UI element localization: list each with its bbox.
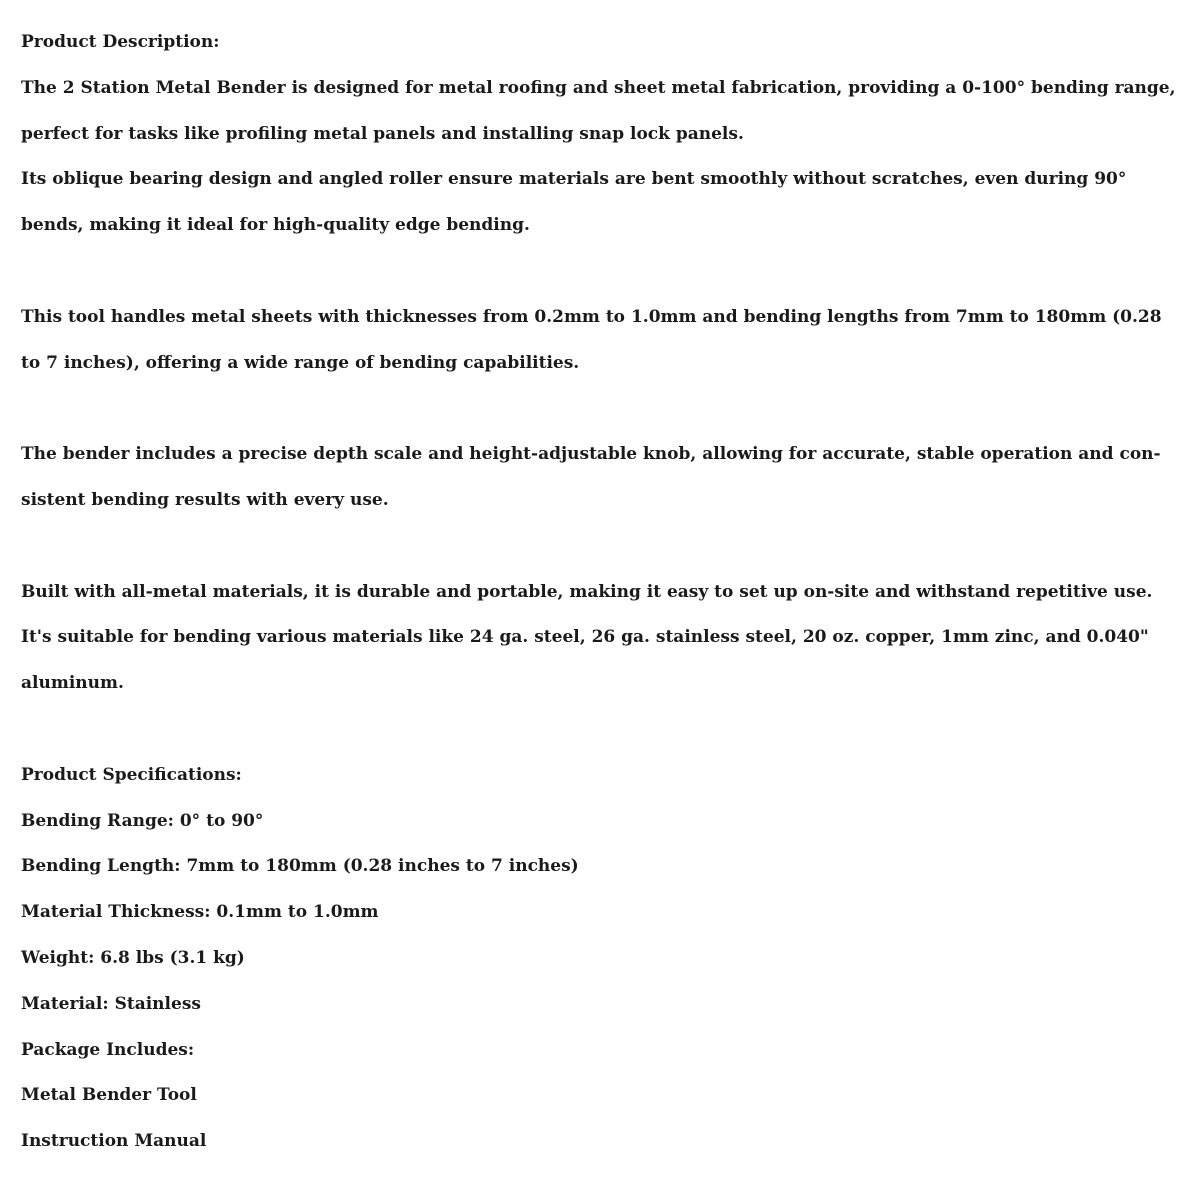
spec-item-material: Material: Stainless [21,993,201,1014]
paragraph-line: Built with all-metal materials, it is durable and portable, making it easy to set up on-site and withstand repetitive use. [21,581,1153,602]
product-document [21,28,1186,1173]
paragraph-line: bends, making it ideal for high-quality edge bending. [21,215,530,236]
description-paragraph-4 [21,440,1186,532]
package-item: Metal Bender Tool [21,1085,197,1106]
spec-item-bending-range: Bending Range: 0° to 90° [21,810,264,831]
description-paragraph-6 [21,623,1186,715]
paragraph-line: Its oblique bearing design and angled roller ensure materials are bent smoothly without scratches, even during 90° [21,169,1127,190]
paragraph-spacer [21,532,1186,578]
paragraph-line: to 7 inches), offering a wide range of bending capabilities. [21,352,580,373]
paragraph-line: The 2 Station Metal Bender is designed for metal roofing and sheet metal fabrication, providing a 0-100° bending range, [21,77,1176,98]
description-paragraph-1 [21,74,1186,166]
paragraph-line: aluminum. [21,673,124,694]
specifications-heading: Product Specifications: [21,764,242,785]
paragraph-line: The bender includes a precise depth scale and height-adjustable knob, allowing for accurate, stable operation and con- [21,444,1161,465]
paragraph-spacer [21,715,1186,761]
description-paragraph-2 [21,165,1186,257]
paragraph-line: sistent bending results with every use. [21,489,389,510]
paragraph-spacer [21,394,1186,440]
spec-item-material-thickness: Material Thickness: 0.1mm to 1.0mm [21,902,379,923]
package-heading: Package Includes: [21,1039,195,1060]
description-paragraph-5 [21,578,1186,624]
paragraph-line: perfect for tasks like profiling metal panels and installing snap lock panels. [21,123,744,144]
paragraph-line: This tool handles metal sheets with thicknesses from 0.2mm to 1.0mm and bending lengths from 7mm to 180mm (0.28 [21,306,1162,327]
package-list [21,1081,1186,1173]
paragraph-spacer [21,257,1186,303]
package-item: Instruction Manual [21,1131,207,1152]
spec-item-weight: Weight: 6.8 lbs (3.1 kg) [21,947,245,968]
description-paragraph-3 [21,303,1186,395]
description-heading: Product Description: [21,32,220,52]
spec-item-bending-length: Bending Length: 7mm to 180mm (0.28 inches to 7 inches) [21,856,579,877]
specifications-list [21,807,1186,1036]
paragraph-line: It's suitable for bending various materials like 24 ga. steel, 26 ga. stainless steel, 20 oz. copper, 1mm zinc, and 0.040" [21,627,1149,648]
